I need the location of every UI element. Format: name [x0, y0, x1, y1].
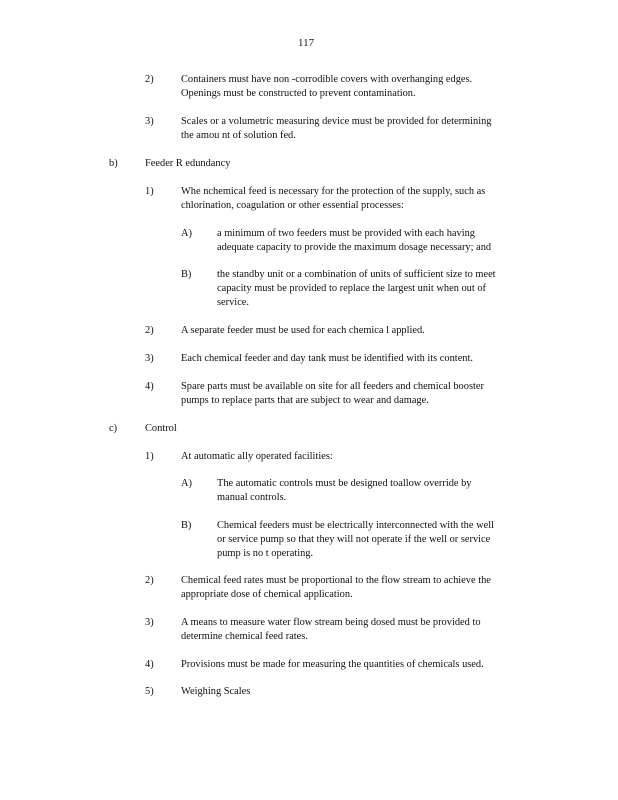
- subitem-text-line: the standby unit or a combination of units of sufficient size to meet: [217, 269, 496, 280]
- subitem-text-line: The automatic controls must be designed toallow override by: [217, 478, 472, 489]
- subitem-text-line: manual controls.: [217, 492, 287, 503]
- item-text-line: pumps to replace parts that are subject to wear and damage.: [181, 395, 429, 406]
- item-text-line: appropriate dose of chemical application.: [181, 589, 353, 600]
- subitem-text-line: a minimum of two feeders must be provided with each having: [217, 228, 475, 239]
- item-text-line: chlorination, coagulation or other essential processes:: [181, 200, 404, 211]
- subitem-text-line: capacity must be provided to replace the largest unit when out of: [217, 283, 487, 294]
- item-text-line: Scales or a volumetric measuring device must be provided for determining: [181, 116, 492, 127]
- item-number: 3): [145, 353, 154, 364]
- item-text-line: determine chemical feed rates.: [181, 631, 308, 642]
- item-text-line: Containers must have non -corrodible covers with overhanging edges.: [181, 74, 473, 85]
- item-text-line: A separate feeder must be used for each chemica l applied.: [181, 325, 425, 336]
- subitem-number: A): [181, 478, 192, 489]
- item-number: 3): [145, 116, 154, 127]
- item-number: 2): [145, 74, 154, 85]
- section-title: Feeder R edundancy: [145, 158, 231, 169]
- item-text-line: Each chemical feeder and day tank must be identified with its content.: [181, 353, 473, 364]
- item-text-line: A means to measure water flow stream being dosed must be provided to: [181, 617, 481, 628]
- page-number: 117: [298, 37, 315, 49]
- item-text-line: Provisions must be made for measuring the quantities of chemicals used.: [181, 659, 484, 670]
- subitem-text-line: or service pump so that they will not operate if the well or service: [217, 534, 491, 545]
- section-label: c): [109, 423, 118, 434]
- item-text-line: Weighing Scales: [181, 686, 251, 697]
- item-number: 2): [145, 575, 154, 586]
- item-text-line: the amou nt of solution fed.: [181, 130, 296, 141]
- item-text-line: Whe nchemical feed is necessary for the protection of the supply, such as: [181, 186, 486, 197]
- subitem-text-line: adequate capacity to provide the maximum dosage necessary; and: [217, 242, 492, 253]
- item-number: 4): [145, 659, 154, 670]
- subitem-text-line: pump is no t operating.: [217, 548, 314, 559]
- subitem-text-line: service.: [217, 297, 250, 308]
- item-text-line: At automatic ally operated facilities:: [181, 451, 333, 462]
- item-text-line: Openings must be constructed to prevent contamination.: [181, 88, 416, 99]
- item-text-line: Spare parts must be available on site for all feeders and chemical booster: [181, 381, 484, 392]
- item-number: 4): [145, 381, 154, 392]
- subitem-number: B): [181, 520, 192, 531]
- item-number: 1): [145, 186, 154, 197]
- item-number: 5): [145, 686, 154, 697]
- item-number: 2): [145, 325, 154, 336]
- item-number: 3): [145, 617, 154, 628]
- item-number: 1): [145, 451, 154, 462]
- section-title: Control: [145, 423, 177, 434]
- subitem-number: A): [181, 228, 192, 239]
- section-label: b): [109, 158, 118, 169]
- subitem-number: B): [181, 269, 192, 280]
- item-text-line: Chemical feed rates must be proportional to the flow stream to achieve the: [181, 575, 491, 586]
- subitem-text-line: Chemical feeders must be electrically interconnected with the well: [217, 520, 494, 531]
